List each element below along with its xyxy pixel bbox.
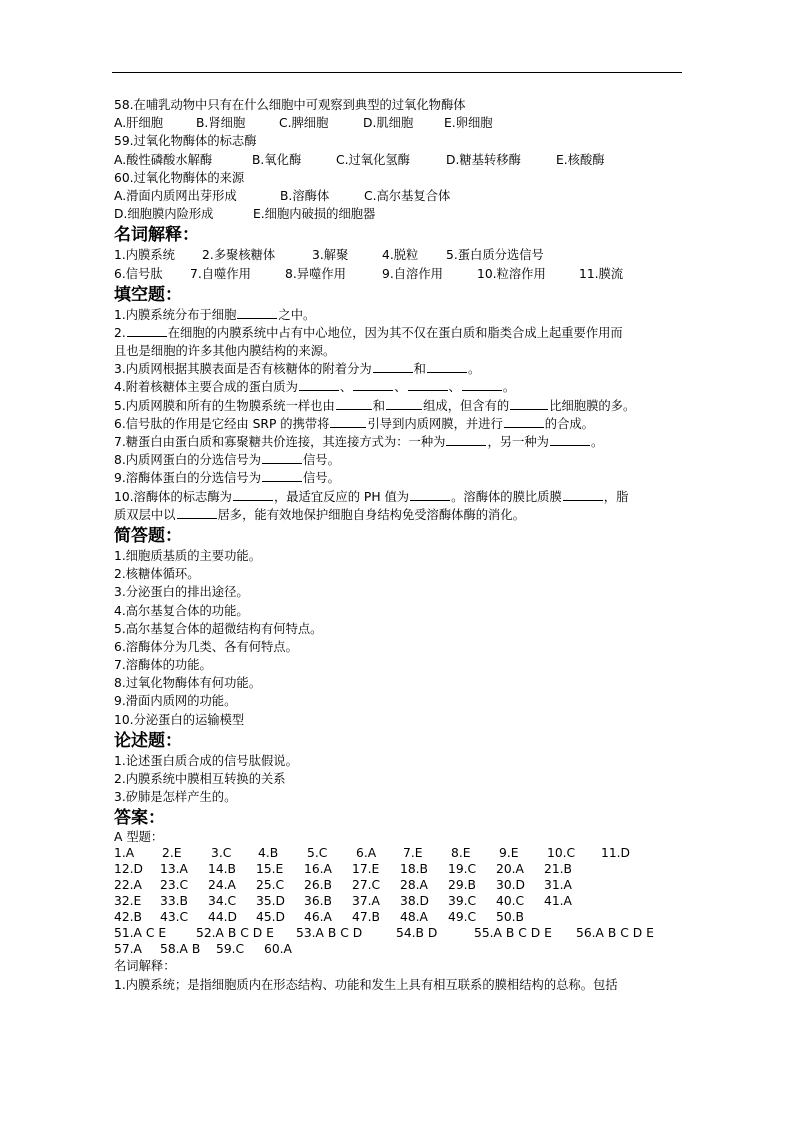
option: A.酸性磷酸水解酶 [114,152,213,167]
answer-cell: 1.A [114,846,135,861]
answer-cell: 19.C [448,862,477,877]
answer-blank [233,488,273,501]
answer-cell: 40.C [496,894,525,909]
answer-row [114,893,682,909]
fill-q4: 4.附着核糖体主要合成的蛋白质为 、 、 、 。 [114,380,516,395]
essay-heading: 论述题： [114,730,182,751]
answer-cell: 43.C [160,910,189,925]
option: B.氧化酶 [252,152,302,167]
answer-blank [299,378,339,391]
answer-blank [330,415,366,428]
short-heading: 简答题： [114,525,182,546]
answer-cell: 49.C [448,910,477,925]
fill-q10: 10.溶酶体的标志酶为 ，最适宜反应的 PH 值为 。溶酶体的膜比质膜 ，脂 [114,489,629,504]
answer-cell: 45.D [256,910,286,925]
answer-cell: 27.C [352,878,381,893]
answer-cell: 9.E [499,846,519,861]
terms-row-2 [114,265,682,283]
answers-a-type-label: A 型题： [114,830,164,845]
answer-cell: 59.C [216,942,245,957]
answer-cell: 14.B [208,862,236,877]
answer-blank [510,397,548,410]
answer-cell: 31.A [544,878,572,893]
option: A.肝细胞 [114,116,163,131]
answers-terms-label: 名词解释： [114,959,176,974]
essay-item: 2.内膜系统中膜相互转换的关系 [114,772,286,786]
option: B.肾细胞 [196,116,246,131]
option: A.滑面内质网出芽形成 [114,188,237,203]
answer-cell: 26.B [304,878,332,893]
answer-blank [336,397,372,410]
fill-q2: 2. 在细胞的内膜系统中占有中心地位，因为其不仅在蛋白质和脂类合成上起重要作用而 [114,325,623,340]
fill-q10-cont: 质双层中以 居多，能有效地保护细胞自身结构免受溶酶体酶的消化。 [114,507,525,522]
answer-cell: 38.D [400,894,430,909]
answer-cell: 24.A [208,878,236,893]
essay-item: 3.矽肺是怎样产生的。 [114,790,237,805]
answer-cell: 11.D [601,846,631,861]
answer-cell: 20.A [496,862,524,877]
answer-cell: 46.A [304,910,332,925]
answer-cell: 47.B [352,910,380,925]
question-58: 58.在哺乳动物中只有在什么细胞中可观察到典型的过氧化物酶体 [114,98,466,112]
answer-cell: 48.A [400,910,428,925]
short-item: 2.核糖体循环。 [114,567,200,582]
answer-cell: 51.A C E [114,926,167,941]
question-59-options [114,151,682,169]
answer-cell: 39.C [448,894,477,909]
fill-q6: 6.信号肽的作用是它经由 SRP 的携带将 引导到内质网膜，并进行 的合成。 [114,416,594,431]
option: B.溶酶体 [280,188,330,203]
answer-cell: 28.A [400,878,428,893]
answer-cell: 60.A [264,942,292,957]
answer-blank [353,378,393,391]
question-58-options [114,114,682,132]
terms-heading: 名词解释： [114,225,199,246]
answer-blank [177,506,217,519]
answer-blank [386,397,422,410]
answer-blank [262,469,302,482]
answer-blank [446,433,486,446]
option: C.过氧化氢酶 [336,152,410,167]
answer-blank [563,488,603,501]
answers-term-1: 1.内膜系统；是指细胞质内在形态结构、功能和发生上具有相互联系的膜相结构的总称。包括 [114,977,618,992]
option: E.卵细胞 [444,116,493,131]
answer-cell: 41.A [544,894,572,909]
answer-cell: 2.E [162,846,182,861]
answer-cell: 15.E [256,862,284,877]
short-item: 10.分泌蛋白的运输模型 [114,712,245,727]
answer-row [114,845,682,861]
answer-blank [462,378,502,391]
answer-cell: 17.E [352,862,380,877]
answer-cell: 42.B [114,910,142,925]
answer-cell: 35.D [256,894,286,909]
answer-cell: 33.B [160,894,188,909]
answer-cell: 44.D [208,910,238,925]
answer-cell: 56.A B C D E [576,926,654,941]
answer-cell: 3.C [211,846,232,861]
term: 1.内膜系统 [114,248,175,263]
answer-cell: 6.A [356,846,377,861]
term: 6.信号肽 [114,266,163,281]
option: D.肌细胞 [363,116,414,131]
short-item: 8.过氧化物酶体有何功能。 [114,676,261,691]
fill-q3: 3.内质网根据其膜表面是否有核糖体的附着分为 和 。 [114,362,481,377]
answer-row [114,877,682,893]
question-60: 60.过氧化物酶体的来源 [114,170,245,185]
option: D.糖基转移酶 [446,152,521,167]
answer-cell: 57.A [114,942,142,957]
answer-cell: 10.C [547,846,576,861]
answers-heading: 答案： [114,808,165,829]
answer-cell: 13.A [160,862,188,877]
answer-row [114,941,682,957]
answer-cell: 23.C [160,878,189,893]
answer-cell: 36.B [304,894,332,909]
answer-blank [427,360,467,373]
answer-blank [237,306,277,319]
question-60-options-2 [114,205,682,223]
answer-cell: 32.E [114,894,142,909]
term: 9.自溶作用 [382,266,443,281]
answer-cell: 4.B [258,846,279,861]
terms-row-1 [114,246,682,264]
answer-cell: 53.A B C D [296,926,363,941]
option: E.核酸酶 [556,152,605,167]
essay-item: 1.论述蛋白质合成的信号肽假说。 [114,753,298,768]
fill-q7: 7.糖蛋白由蛋白质和寡聚糖共价连接，其连接方式为：一种为 ，另一种为 。 [114,435,604,449]
answer-cell: 7.E [403,846,423,861]
fill-q1: 1.内膜系统分布于细胞 之中。 [114,307,316,322]
option: C.脾细胞 [279,116,329,131]
answer-cell: 16.A [304,862,332,877]
answer-cell: 21.B [544,862,572,877]
fill-q5: 5.内质网膜和所有的生物膜系统一样也由 和 组成，但含有的 比细胞膜的多。 [114,398,636,413]
answer-cell: 30.D [496,878,526,893]
answer-cell: 8.E [451,846,471,861]
answer-rows [114,845,682,957]
fill-q9: 9.溶酶体蛋白的分选信号为 信号。 [114,471,340,486]
short-item: 5.高尔基复合体的超微结构有何特点。 [114,621,323,636]
answer-cell: 54.B D [396,926,438,941]
answer-blank [262,451,302,464]
answer-cell: 18.B [400,862,428,877]
short-item: 7.溶酶体的功能。 [114,658,212,673]
fill-q8: 8.内质网蛋白的分选信号为 信号。 [114,453,340,468]
term: 10.粒溶作用 [477,266,546,281]
answer-row [114,861,682,877]
answer-blank [127,324,167,337]
term: 7.自噬作用 [190,266,251,281]
question-60-options-1 [114,187,682,205]
term: 5.蛋白质分选信号 [446,248,544,263]
short-item: 4.高尔基复合体的功能。 [114,603,249,618]
short-item: 1.细胞质基质的主要功能。 [114,548,261,563]
answer-cell: 55.A B C D E [474,926,552,941]
answer-cell: 12.D [114,862,144,877]
answer-cell: 52.A B C D E [196,926,274,941]
question-59: 59.过氧化物酶体的标志酶 [114,134,257,149]
term: 3.解聚 [312,248,349,263]
answer-blank [373,360,413,373]
term: 8.异噬作用 [285,266,346,281]
answer-cell: 37.A [352,894,380,909]
answer-cell: 5.C [307,846,328,861]
option: C.高尔基复合体 [364,188,451,203]
answer-cell: 22.A [114,878,142,893]
short-item: 3.分泌蛋白的排出途径。 [114,585,249,600]
term: 2.多聚核糖体 [202,248,276,263]
answer-blank [408,378,448,391]
term: 11.膜流 [579,266,624,281]
answer-blank [410,488,450,501]
answer-blank [504,415,544,428]
fill-q2-cont: 且也是细胞的许多其他内膜结构的来源。 [114,344,336,359]
answer-cell: 29.B [448,878,476,893]
short-item: 6.溶酶体分为几类、各有何特点。 [114,639,298,654]
fill-heading: 填空题： [114,284,182,305]
answer-cell: 58.A B [160,942,201,957]
header-rule [112,72,682,73]
answer-row [114,925,682,941]
option: D.细胞膜内险形成 [114,207,214,222]
answer-cell: 25.C [256,878,285,893]
answer-blank [550,433,590,446]
option: E.细胞内破损的细胞器 [253,207,376,222]
answer-cell: 50.B [496,910,524,925]
document-body [114,96,682,994]
answer-row [114,909,682,925]
term: 4.脱粒 [382,248,419,263]
short-item: 9.滑面内质网的功能。 [114,694,237,709]
answer-cell: 34.C [208,894,237,909]
